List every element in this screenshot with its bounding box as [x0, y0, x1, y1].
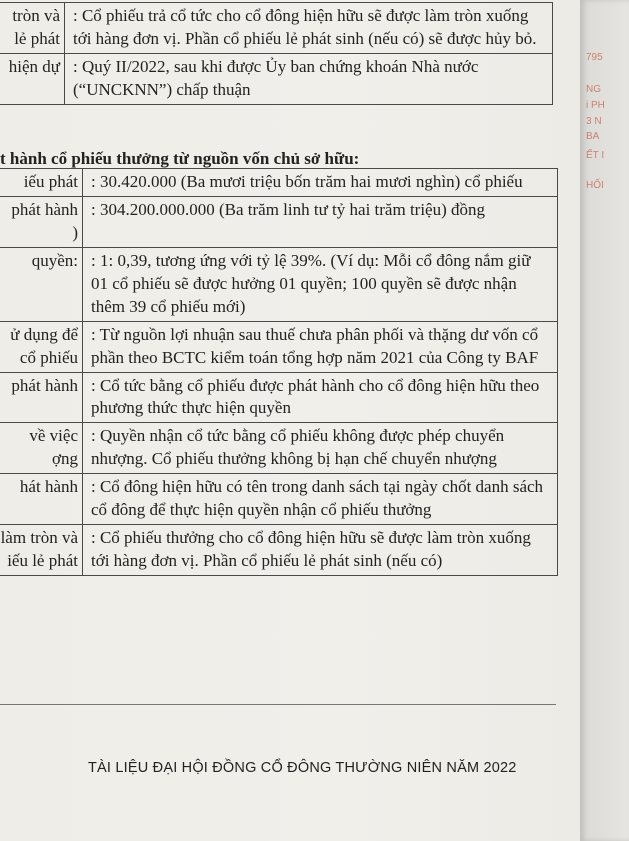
row-label-line: hát hành [19, 477, 78, 497]
table-row [0, 525, 558, 576]
row-label [0, 196, 83, 247]
row-label-line: quyền: [31, 250, 78, 270]
row-label-line: ử dụng để [10, 324, 78, 344]
top-table [0, 2, 553, 105]
row-label-line: tròn và [12, 6, 60, 25]
row-label-line: làm tròn và [0, 528, 78, 548]
table-row [0, 321, 558, 372]
footer-divider [0, 704, 556, 705]
row-value: : Cổ đông hiện hữu có tên trong danh sách tại ngày chốt danh sách cổ đông để thực hiện quyền nhận cổ phiếu thưởng [83, 474, 558, 525]
row-value: : Cổ tức bằng cổ phiếu được phát hành cho cổ đông hiện hữu theo phương thức thực hiện quyền [83, 372, 558, 423]
row-value: : Cổ phiếu thưởng cho cổ đông hiện hữu sẽ được làm tròn xuống tới hàng đơn vị. Phần cổ phiếu lẻ phát sinh (nếu có) [83, 525, 558, 576]
row-label [0, 53, 65, 104]
row-label [0, 474, 83, 525]
row-label [0, 423, 83, 474]
document-footer: TÀI LIỆU ĐẠI HỘI ĐỒNG CỔ ĐÔNG THƯỜNG NIÊN NĂM 2022 [88, 760, 517, 776]
row-label-line: iếu phát [23, 172, 78, 191]
row-value: : 1: 0,39, tương ứng với tỷ lệ 39%. (Ví dụ: Mỗi cổ đông nắm giữ 01 cổ phiếu sẽ được hưởng 01 quyền; 100 quyền sẽ được nhận thêm 39 cổ phiếu mới) [83, 247, 558, 321]
row-label [0, 169, 83, 197]
row-label-line: ) [72, 222, 78, 242]
row-label-line: về việc [29, 426, 78, 446]
table-row [0, 169, 558, 197]
side-fragment-text: BA [586, 131, 600, 142]
side-fragment-text: HỐI [586, 180, 604, 191]
row-label [0, 247, 83, 321]
row-value: : Quý II/2022, sau khi được Ủy ban chứng khoán Nhà nước (“UNCKNN”) chấp thuận [65, 53, 553, 104]
row-value: : Cổ phiếu trả cổ tức cho cổ đông hiện hữu sẽ được làm tròn xuống tới hàng đơn vị. Phần cổ phiếu lẻ phát sinh (nếu có) sẽ được hủy bỏ. [65, 3, 553, 54]
table-row [0, 247, 558, 321]
side-fragment-text: 3 N [586, 116, 602, 127]
top-table-row [0, 53, 553, 104]
row-label [0, 525, 83, 576]
row-value: : 30.420.000 (Ba mươi triệu bốn trăm hai mươi nghìn) cổ phiếu [83, 169, 558, 197]
row-label-line: phát hành [11, 375, 78, 395]
section-heading: t hành cổ phiếu thưởng từ nguồn vốn chủ sở hữu: [0, 149, 360, 168]
side-fragment-text: i PH [586, 100, 605, 111]
side-fragment-text: 795 [586, 52, 603, 63]
side-fragment-text: NG [586, 84, 601, 95]
row-label-line: ợng [52, 449, 78, 469]
side-fragment-text: ẾT I [586, 150, 605, 161]
row-label [0, 3, 65, 54]
row-label-line: cổ phiếu [19, 347, 78, 367]
row-value: : Từ nguồn lợi nhuận sau thuế chưa phân phối và thặng dư vốn cổ phần theo BCTC kiểm toán tổng hợp năm 2021 của Công ty BAF [83, 321, 558, 372]
row-label [0, 372, 83, 423]
row-label-line: hiện dự [8, 56, 60, 76]
row-label-line: iếu lẻ phát [7, 551, 78, 571]
row-label [0, 321, 83, 372]
row-label-line: lẻ phát [14, 28, 60, 48]
top-table-row [0, 3, 553, 54]
adjacent-page-edge [580, 0, 629, 841]
table-row [0, 474, 558, 525]
table-row [0, 372, 558, 423]
table-row [0, 196, 558, 247]
row-value: : Quyền nhận cổ tức bằng cổ phiếu không được phép chuyển nhượng. Cổ phiếu thưởng không bị hạn chế chuyển nhượng [83, 423, 558, 474]
bonus-share-table [0, 168, 558, 576]
table-row [0, 423, 558, 474]
row-value: : 304.200.000.000 (Ba trăm linh tư tỷ hai trăm triệu) đồng [83, 196, 558, 247]
row-label-line: phát hành [11, 199, 78, 219]
